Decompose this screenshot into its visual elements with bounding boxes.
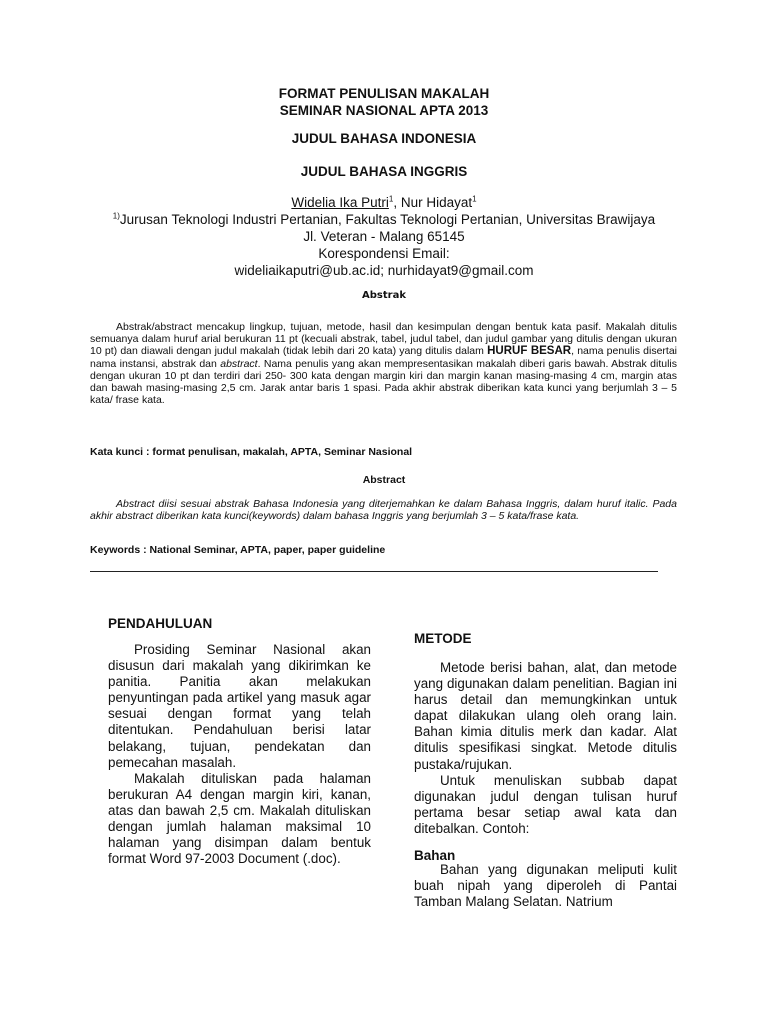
- abstrak-text-part2: , nama penulis disertai nama instansi, abstrak dan: [90, 345, 677, 370]
- affiliation-text: Jurusan Teknologi Industri Pertanian, Fakultas Teknologi Pertanian, Universitas Brawijaya: [119, 212, 656, 227]
- presenting-author: Widelia Ika Putri: [291, 195, 389, 210]
- pendahuluan-paragraph-1: Prosiding Seminar Nasional akan disusun dari makalah yang dikirimkan ke panitia. Panitia akan melakukan penyuntingan pada artikel yang masuk agar sesuai dengan format yang telah ditentukan. Pendahuluan berisi latar belakang, tujuan, pendekatan dan pemecahan masalah.: [108, 642, 371, 770]
- pendahuluan-paragraph-2: Makalah dituliskan pada halaman berukuran A4 dengan margin kiri, kanan, atas dan bawah 2,5 cm. Makalah dituliskan dengan jumlah halaman maksimal 10 halaman yang disimpan dalam bentuk format Word 97-2003 Document (.doc).: [108, 770, 371, 867]
- address: Jl. Veteran - Malang 65145: [303, 229, 465, 244]
- judul-bahasa-indonesia: JUDUL BAHASA INDONESIA: [291, 131, 477, 146]
- metode-paragraph-1: Metode berisi bahan, alat, dan metode yang digunakan dalam penelitian. Bagian ini harus detail dan memungkinkan untuk dapat dilakukan ulang oleh orang lain. Bahan kimia ditulis merk dan kadar. Alat ditulis spesifikasi singkat. Metode ditulis pustaka/rujukan.: [414, 660, 677, 772]
- bahan-body: [414, 862, 677, 910]
- affiliation: [0, 211, 768, 228]
- correspondence-emails: wideliaikaputri@ub.ac.id; nurhidayat9@gmail.com: [234, 263, 534, 278]
- abstrak-text-italic: abstract: [220, 357, 258, 370]
- paper-title: [0, 85, 768, 119]
- judul-bahasa-inggris: JUDUL BAHASA INGGRIS: [300, 164, 468, 179]
- abstrak-text-part3: . Nama penulis yang akan mempresentasikan makalah diberi garis bawah. Abstrak ditulis dengan ukuran 10 pt dan terdiri dari 250- 300 kata dengan margin kiri dan margin kanan masing-masing 4 cm, margin atas dan bawah masing-masing 2,5 cm. Jarak antar baris 1 spasi. Pada akhir abstrak diberikan kata kunci yang berjumlah 3 – 5 kata/ frase kata.: [90, 357, 677, 407]
- section-divider: [90, 571, 658, 572]
- correspondence-label: Korespondensi Email:: [318, 246, 450, 261]
- abstract-text: Abstract diisi sesuai abstrak Bahasa Indonesia yang diterjemahkan ke dalam Bahasa Inggris, dalam huruf italic. Pada akhir abstract diberikan kata kunci(keywords) dalam bahasa Inggris yang berjumlah 3 – 5 kata/frase kata.: [90, 498, 677, 523]
- title-line-1: FORMAT PENULISAN MAKALAH: [278, 86, 490, 101]
- metode-heading: METODE: [414, 631, 472, 646]
- abstrak-text: [90, 321, 677, 406]
- author1-sup: 1: [388, 194, 394, 204]
- author-names: [0, 194, 768, 211]
- title-line-2: SEMINAR NASIONAL APTA 2013: [279, 103, 489, 118]
- metode-body: [414, 660, 677, 837]
- affiliation-sup: 1): [112, 211, 120, 221]
- pendahuluan-heading: PENDAHULUAN: [108, 616, 213, 631]
- keywords: Keywords : National Seminar, APTA, paper, paper guideline: [90, 544, 386, 556]
- co-author: Nur Hidayat: [400, 195, 473, 210]
- author2-sup: 1: [472, 194, 477, 204]
- author-block: [0, 194, 768, 279]
- author-separator: ,: [393, 195, 401, 210]
- abstrak-text-part1: Abstrak/abstract mencakup lingkup, tujuan, metode, hasil dan kesimpulan dengan bentuk kata pasif. Makalah ditulis semuanya dalam huruf arial berukuran 11 pt (kecuali abstrak, tabel, judul tabel, dan judul gambar yang ditulis dengan ukuran 10 pt) dan diawali dengan judul makalah (tidak lebih dari 20 kata) yang ditulis dalam: [90, 321, 677, 358]
- bahan-paragraph: Bahan yang digunakan meliputi kulit buah nipah yang diperoleh di Pantai Tamban Malang Selatan. Natrium: [414, 862, 677, 910]
- metode-paragraph-2: Untuk menuliskan subbab dapat digunakan judul dengan tulisan huruf pertama besar setiap awal kata dan ditebalkan. Contoh:: [414, 772, 677, 836]
- abstrak-heading: Abstrak: [362, 290, 406, 301]
- bahan-heading: Bahan: [414, 848, 456, 863]
- abstract-heading: Abstract: [362, 474, 406, 486]
- kata-kunci: Kata kunci : format penulisan, makalah, APTA, Seminar Nasional: [90, 446, 413, 458]
- pendahuluan-body: [108, 642, 371, 867]
- abstrak-text-bold: HURUF BESAR: [487, 345, 572, 358]
